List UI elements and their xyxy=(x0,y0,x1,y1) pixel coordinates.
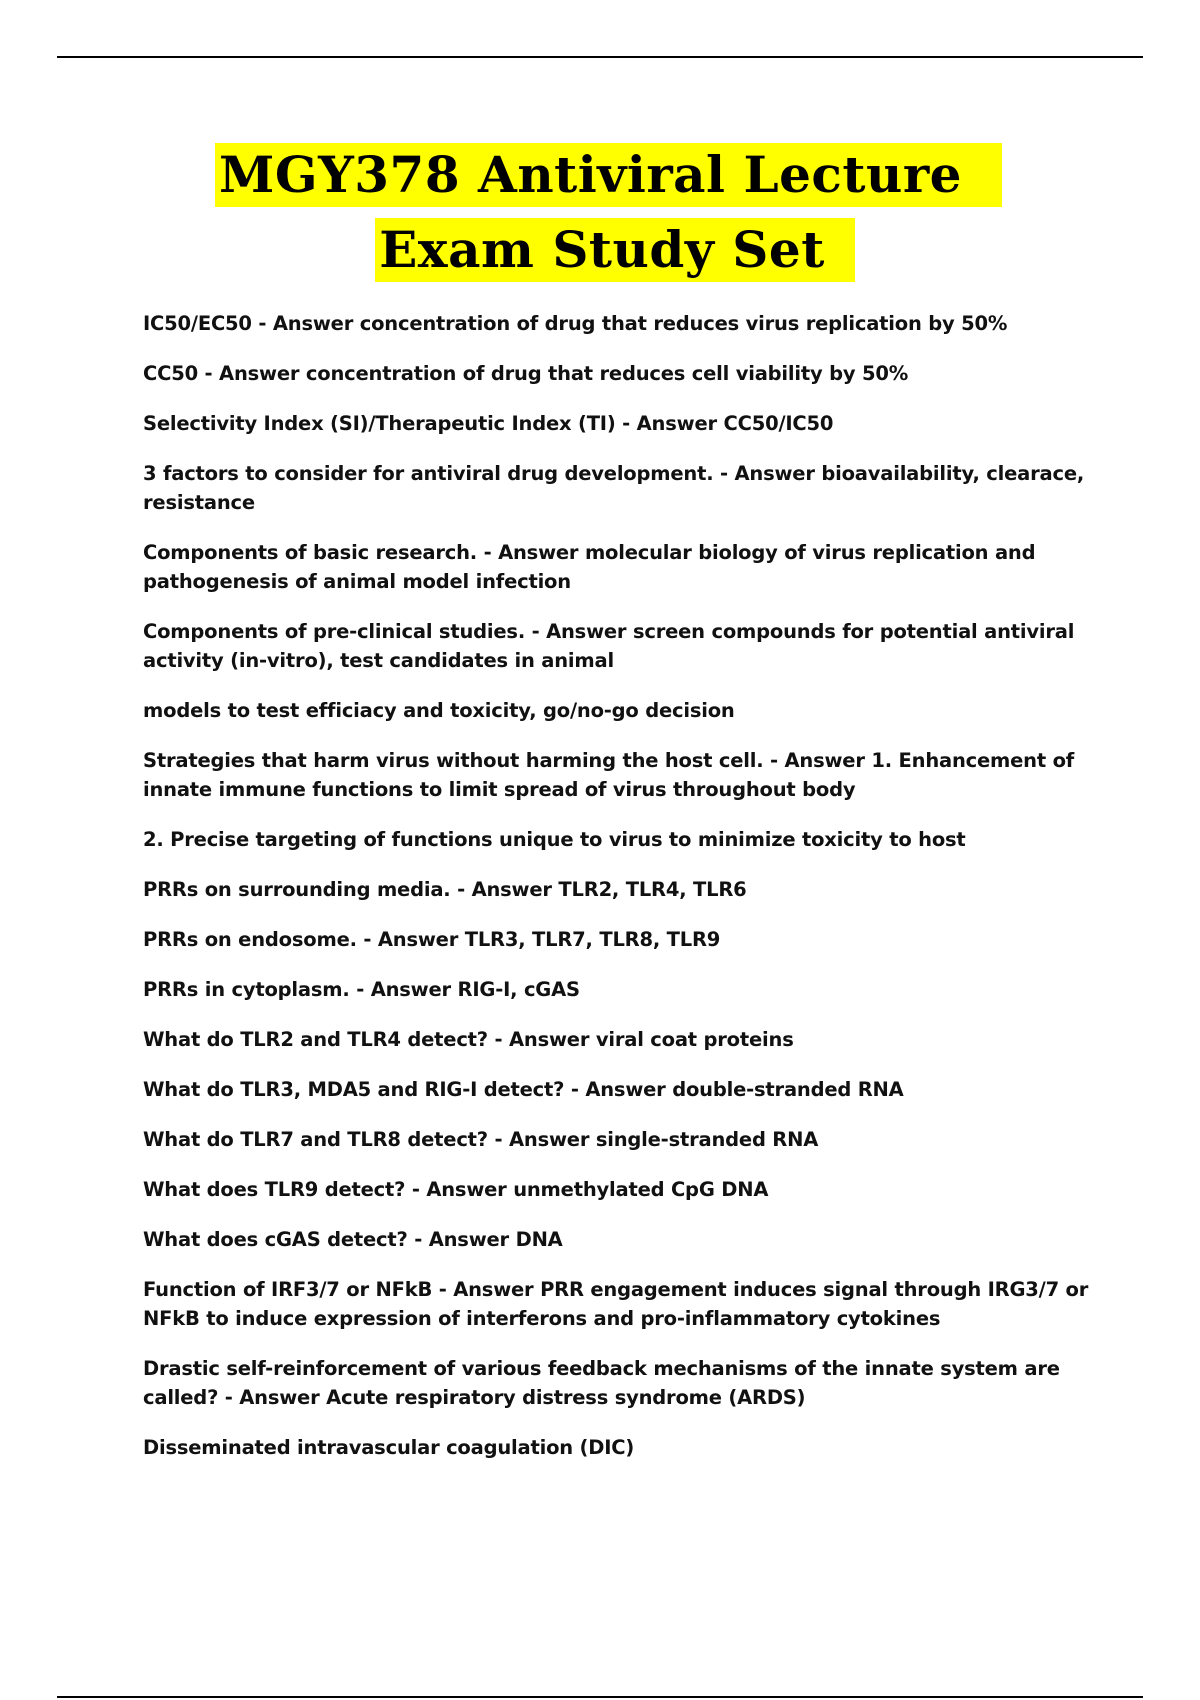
title-line-1: MGY378 Antiviral Lecture xyxy=(215,143,1002,207)
entry-question: Components of pre-clinical studies. xyxy=(143,620,526,643)
entry-tlr2-tlr4 xyxy=(143,1025,1103,1054)
entry-question: PRRs in cytoplasm. xyxy=(143,978,350,1001)
entry-separator: - xyxy=(487,1028,509,1051)
entry-question: What does TLR9 detect? xyxy=(143,1178,406,1201)
entry-question: What does cGAS detect? xyxy=(143,1228,408,1251)
entry-question: Function of IRF3/7 or NFkB xyxy=(143,1278,433,1301)
answer-label: Answer xyxy=(272,312,354,335)
bottom-rule xyxy=(57,1696,1143,1698)
entry-answer: concentration of drug that reduces cell viability by 50% xyxy=(305,362,909,385)
entry-question: PRRs on endosome. xyxy=(143,928,357,951)
entry-separator: - xyxy=(251,312,273,335)
entry-answer: RIG-I, cGAS xyxy=(457,978,580,1001)
entry-answer: screen compounds for potential antiviral activity (in-vitro), test candidates in animal xyxy=(143,620,1075,672)
entry-ic50 xyxy=(143,309,1103,338)
answer-label: Answer xyxy=(498,541,579,564)
entry-answer: 1. Enhancement of innate immune functions to limit spread of virus throughout body xyxy=(143,749,1075,801)
entry-separator: - xyxy=(525,620,547,643)
answer-label: Answer xyxy=(453,1278,534,1301)
entry-separator: - xyxy=(197,362,220,385)
entry-question: PRRs on surrounding media. xyxy=(143,878,451,901)
entry-separator: - xyxy=(218,1386,240,1409)
entry-question: Strategies that harm virus without harming the host cell. xyxy=(143,749,764,772)
entry-answer: DNA xyxy=(515,1228,563,1251)
answer-label: Answer xyxy=(377,928,459,951)
entry-question: What do TLR3, MDA5 and RIG-I detect? xyxy=(143,1078,565,1101)
entry-answer: CC50/IC50 xyxy=(723,412,834,435)
entry-strategies-continued: 2. Precise targeting of functions unique to virus to minimize toxicity to host xyxy=(143,828,966,851)
answer-label: Answer xyxy=(219,362,300,385)
entry-tlr9 xyxy=(143,1175,1103,1204)
entry-drug-development-factors xyxy=(143,459,1103,517)
answer-label: Answer xyxy=(370,978,451,1001)
answer-label: Answer xyxy=(734,462,815,485)
entry-dic: Disseminated intravascular coagulation (DIC) xyxy=(143,1436,635,1459)
entry-separator: - xyxy=(432,1278,454,1301)
entry-irf-nfkb xyxy=(143,1275,1103,1333)
answer-label: Answer xyxy=(239,1386,320,1409)
entry-question: Drastic self-reinforcement of various feedback mechanisms of the innate system are called? xyxy=(143,1357,1060,1409)
entry-answer: molecular biology of virus replication and pathogenesis of animal model infection xyxy=(143,541,1036,593)
study-entries xyxy=(143,309,1103,1483)
entry-answer: viral coat proteins xyxy=(595,1028,794,1051)
entry-separator: - xyxy=(713,462,735,485)
answer-label: Answer xyxy=(509,1128,590,1151)
entry-strategies xyxy=(143,746,1103,804)
entry-ards xyxy=(143,1354,1103,1412)
entry-tlr7-tlr8 xyxy=(143,1125,1103,1154)
entry-separator: - xyxy=(487,1128,509,1151)
entry-cc50 xyxy=(143,359,1103,388)
entry-prrs-surrounding-media xyxy=(143,875,1103,904)
title-line-2: Exam Study Set xyxy=(375,218,855,282)
answer-label: Answer xyxy=(428,1228,509,1251)
entry-answer: single-stranded RNA xyxy=(595,1128,819,1151)
entry-question: What do TLR2 and TLR4 detect? xyxy=(143,1028,488,1051)
entry-answer: Acute respiratory distress syndrome (ARDS) xyxy=(326,1386,806,1409)
entry-answer: unmethylated CpG DNA xyxy=(513,1178,769,1201)
entry-tlr3-mda5-rigi xyxy=(143,1075,1103,1104)
entry-separator: - xyxy=(564,1078,586,1101)
entry-answer: concentration of drug that reduces virus replication by 50% xyxy=(359,312,1008,335)
entry-basic-research xyxy=(143,538,1103,596)
entry-answer: PRR engagement induces signal through IRG3/7 or NFkB to induce expression of interferons and pro-inflammatory cytokines xyxy=(143,1278,1089,1330)
entry-answer: TLR2, TLR4, TLR6 xyxy=(558,878,747,901)
entry-question: Selectivity Index (SI)/Therapeutic Index (TI) xyxy=(143,412,616,435)
entry-separator: - xyxy=(763,749,785,772)
entry-separator: - xyxy=(450,878,472,901)
entry-prrs-endosome xyxy=(143,925,1103,954)
entry-separator: - xyxy=(615,412,637,435)
entry-answer: double-stranded RNA xyxy=(672,1078,904,1101)
entry-question: What do TLR7 and TLR8 detect? xyxy=(143,1128,488,1151)
answer-label: Answer xyxy=(784,749,865,772)
entry-pre-clinical-continued: models to test efficiacy and toxicity, go/no-go decision xyxy=(143,699,735,722)
entry-separator: - xyxy=(405,1178,427,1201)
document-title xyxy=(0,143,1200,282)
entry-separator: - xyxy=(356,928,378,951)
top-rule xyxy=(57,56,1143,58)
answer-label: Answer xyxy=(509,1028,590,1051)
entry-question: Components of basic research. xyxy=(143,541,478,564)
entry-answer: TLR3, TLR7, TLR8, TLR9 xyxy=(464,928,721,951)
entry-separator: - xyxy=(349,978,371,1001)
entry-answer: bioavailability, clearace, resistance xyxy=(143,462,1085,514)
entry-question: CC50 xyxy=(143,362,198,385)
answer-label: Answer xyxy=(471,878,552,901)
answer-label: Answer xyxy=(426,1178,507,1201)
answer-label: Answer xyxy=(546,620,627,643)
entry-prrs-cytoplasm xyxy=(143,975,1103,1004)
entry-pre-clinical xyxy=(143,617,1103,675)
entry-cgas xyxy=(143,1225,1103,1254)
answer-label: Answer xyxy=(585,1078,666,1101)
entry-question: IC50/EC50 xyxy=(143,312,252,335)
entry-question: 3 factors to consider for antiviral drug development. xyxy=(143,462,714,485)
entry-selectivity-index xyxy=(143,409,1103,438)
entry-separator: - xyxy=(477,541,499,564)
answer-label: Answer xyxy=(636,412,717,435)
entry-separator: - xyxy=(407,1228,429,1251)
